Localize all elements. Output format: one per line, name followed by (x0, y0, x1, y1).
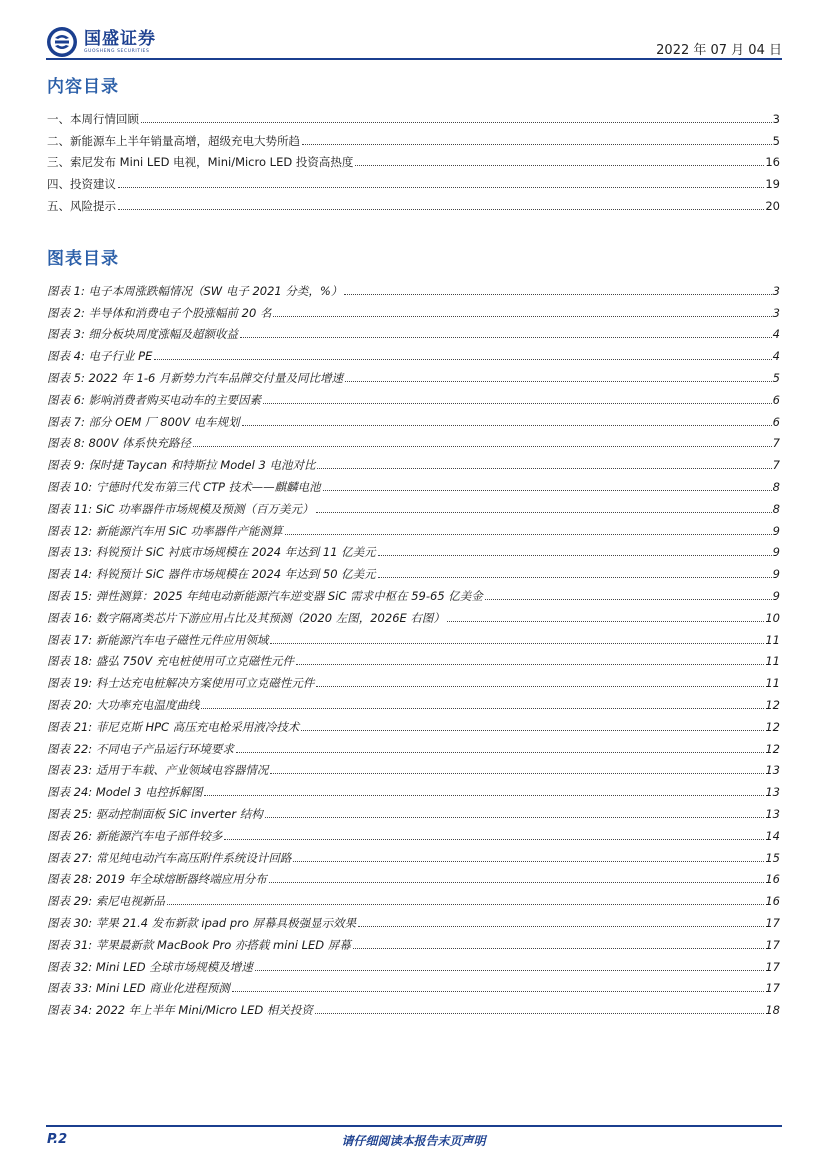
figure-entry-page: 16 (765, 872, 780, 887)
dot-leader (240, 337, 772, 338)
toc-entry-page: 20 (765, 198, 780, 213)
figure-entry-label: 图表 9: 保时捷 Taycan 和特斯拉 Model 3 电池对比 (47, 458, 316, 473)
figure-entry-page: 4 (772, 327, 780, 342)
figure-entry[interactable] (47, 799, 780, 821)
figure-entry-label: 图表 17: 新能源汽车电子磁性元件应用领域 (47, 632, 269, 647)
figure-entry-label: 图表 27: 常见纯电动汽车高压附件系统设计回路 (47, 850, 292, 865)
dot-leader (270, 643, 764, 644)
toc-entry-page: 5 (772, 133, 780, 148)
dot-leader (201, 708, 764, 709)
figure-entry[interactable] (47, 647, 780, 669)
dot-leader (141, 122, 772, 123)
figure-entry-page: 7 (772, 458, 780, 473)
footer-divider (46, 1125, 782, 1127)
figure-entry[interactable] (47, 843, 780, 865)
toc-entry-label: 二、新能源车上半年销量高增，超级充电大势所趋 (47, 133, 300, 148)
dot-leader (355, 165, 764, 166)
figure-entry-page: 12 (765, 741, 780, 756)
figure-entry-label: 图表 31: 苹果最新款 MacBook Pro 亦搭载 mini LED 屏幕 (47, 937, 351, 952)
figure-entry[interactable] (47, 429, 780, 451)
dot-leader (167, 904, 765, 905)
toc-entry-label: 四、投资建议 (47, 177, 116, 192)
figure-entry[interactable] (47, 385, 780, 407)
figure-entry-page: 15 (765, 850, 780, 865)
figure-entry-page: 11 (765, 654, 780, 669)
figure-entry[interactable] (47, 777, 780, 799)
dot-leader (242, 425, 772, 426)
dot-leader (193, 446, 772, 447)
figure-entry[interactable] (47, 930, 780, 952)
figure-entry-page: 4 (772, 349, 780, 364)
figure-entry-label: 图表 20: 大功率充电温度曲线 (47, 697, 200, 712)
figure-entry-label: 图表 11: SiC 功率器件市场规模及预测（百万美元） (47, 501, 314, 516)
figure-entry[interactable] (47, 341, 780, 363)
dot-leader (204, 795, 764, 796)
figure-entry[interactable] (47, 581, 780, 603)
dot-leader (485, 599, 772, 600)
figure-entry-label: 图表 26: 新能源汽车电子部件较多 (47, 828, 223, 843)
figure-entry-label: 图表 19: 科士达充电桩解决方案使用可立克磁性元件 (47, 676, 315, 691)
figure-entry-label: 图表 22: 不同电子产品运行环境要求 (47, 741, 234, 756)
toc-entry[interactable] (47, 148, 780, 170)
figure-entry-page: 3 (772, 283, 780, 298)
dot-leader (296, 664, 764, 665)
dot-leader (270, 773, 764, 774)
figure-entry-label: 图表 12: 新能源汽车用 SiC 功率器件产能测算 (47, 523, 283, 538)
figure-entry-page: 8 (772, 479, 780, 494)
dot-leader (293, 861, 764, 862)
dot-leader (285, 534, 772, 535)
figure-entry-label: 图表 5: 2022 年 1-6 月新势力汽车品牌交付量及同比增速 (47, 370, 344, 385)
figure-entry-label: 图表 25: 驱动控制面板 SiC inverter 结构 (47, 806, 263, 821)
figure-entry-page: 11 (765, 676, 780, 691)
figure-entry[interactable] (47, 756, 780, 778)
figure-entry-page: 9 (772, 523, 780, 538)
figure-entry-label: 图表 1: 电子本周涨跌幅情况（SW 电子 2021 分类，%） (47, 283, 343, 298)
figure-entry-page: 7 (772, 436, 780, 451)
figures-list (47, 276, 780, 1017)
toc-entry-page: 16 (765, 155, 780, 170)
figure-entry-page: 6 (772, 414, 780, 429)
figure-entry-label: 图表 2: 半导体和消费电子个股涨幅前 20 名 (47, 305, 272, 320)
figure-entry-page: 12 (765, 697, 780, 712)
figure-entry-label: 图表 3: 细分板块周度涨幅及超额收益 (47, 327, 239, 342)
toc-entry-label: 三、索尼发布 Mini LED 电视，Mini/Micro LED 投资高热度 (47, 155, 354, 170)
figure-entry-page: 6 (772, 392, 780, 407)
figure-entry[interactable] (47, 407, 780, 429)
disclaimer-note: 请仔细阅读本报告末页声明 (341, 1134, 486, 1148)
dot-leader (323, 490, 772, 491)
toc-entry[interactable] (47, 126, 780, 148)
report-date: 2022 年 07 月 04 日 (656, 43, 782, 58)
toc-entry[interactable] (47, 191, 780, 213)
figure-entry-label: 图表 30: 苹果 21.4 发布新款 ipad pro 屏幕具极强显示效果 (47, 915, 357, 930)
toc-entry[interactable] (47, 169, 780, 191)
dot-leader (236, 752, 765, 753)
figure-entry-label: 图表 13: 科锐预计 SiC 衬底市场规模在 2024 年达到 11 亿美元 (47, 545, 376, 560)
figure-entry[interactable] (47, 734, 780, 756)
dot-leader (302, 144, 772, 145)
dot-leader (255, 970, 765, 971)
dot-leader (317, 468, 771, 469)
figure-entry[interactable] (47, 625, 780, 647)
dot-leader (301, 730, 764, 731)
dot-leader (154, 359, 771, 360)
figures-title: 图表目录 (47, 249, 119, 269)
figure-entry[interactable] (47, 908, 780, 930)
dot-leader (224, 839, 764, 840)
dot-leader (378, 555, 772, 556)
figure-entry-page: 17 (765, 959, 780, 974)
dot-leader (315, 1013, 764, 1014)
toc-entry-label: 一、本周行情回顾 (47, 111, 139, 126)
figure-entry-page: 9 (772, 545, 780, 560)
dot-leader (269, 882, 765, 883)
figure-entry-page: 13 (765, 806, 780, 821)
figure-entry[interactable] (47, 320, 780, 342)
figure-entry-label: 图表 21: 菲尼克斯 HPC 高压充电枪采用液冷技术 (47, 719, 300, 734)
figure-entry-label: 图表 34: 2022 年上半年 Mini/Micro LED 相关投资 (47, 1003, 313, 1018)
dot-leader (316, 512, 772, 513)
toc-entry[interactable] (47, 104, 780, 126)
figure-entry-label: 图表 24: Model 3 电控拆解图 (47, 785, 203, 800)
figure-entry-page: 16 (765, 894, 780, 909)
figure-entry[interactable] (47, 995, 780, 1017)
figure-entry-label: 图表 33: Mini LED 商业化进程预测 (47, 981, 230, 996)
figure-entry[interactable] (47, 952, 780, 974)
figure-entry-label: 图表 4: 电子行业 PE (47, 349, 153, 364)
figure-entry[interactable] (47, 516, 780, 538)
company-name-cn: 国盛证券 (84, 29, 156, 49)
toc-entry-page: 19 (765, 177, 780, 192)
figure-entry-page: 17 (765, 981, 780, 996)
dot-leader (265, 817, 765, 818)
figure-entry[interactable] (47, 712, 780, 734)
figure-entry-page: 5 (772, 370, 780, 385)
dot-leader (344, 294, 771, 295)
figure-entry-page: 18 (765, 1003, 780, 1018)
figure-entry-label: 图表 32: Mini LED 全球市场规模及增速 (47, 959, 253, 974)
dot-leader (353, 948, 765, 949)
figure-entry-label: 图表 29: 索尼电视新品 (47, 894, 165, 909)
figure-entry[interactable] (47, 821, 780, 843)
figure-entry[interactable] (47, 538, 780, 560)
figure-entry-label: 图表 10: 宁德时代发布第三代 CTP 技术——麒麟电池 (47, 479, 321, 494)
header-divider (46, 58, 782, 60)
dot-leader (232, 991, 765, 992)
figure-entry-page: 17 (765, 937, 780, 952)
figure-entry-page: 13 (765, 785, 780, 800)
figure-entry-page: 13 (765, 763, 780, 778)
dot-leader (345, 381, 772, 382)
dot-leader (358, 926, 764, 927)
figure-entry-page: 11 (765, 632, 780, 647)
figure-entry-page: 17 (765, 915, 780, 930)
figure-entry[interactable] (47, 363, 780, 385)
figure-entry-label: 图表 16: 数字隔离类芯片下游应用占比及其预测（2020 左图，2026E 右图） (47, 610, 445, 625)
figure-entry-label: 图表 6: 影响消费者购买电动车的主要因素 (47, 392, 262, 407)
figure-entry-label: 图表 28: 2019 年全球熔断器终端应用分布 (47, 872, 267, 887)
figure-entry-page: 8 (772, 501, 780, 516)
figure-entry-page: 12 (765, 719, 780, 734)
dot-leader (118, 187, 764, 188)
figure-entry-label: 图表 7: 部分 OEM 厂 800V 电车规划 (47, 414, 240, 429)
figure-entry[interactable] (47, 974, 780, 996)
dot-leader (263, 403, 772, 404)
figure-entry[interactable] (47, 559, 780, 581)
figure-entry[interactable] (47, 886, 780, 908)
figure-entry[interactable] (47, 865, 780, 887)
figure-entry-label: 图表 15: 弹性测算：2025 年纯电动新能源汽车逆变器 SiC 需求中枢在 59-65 亿美金 (47, 588, 483, 603)
dot-leader (316, 686, 764, 687)
toc-entry-page: 3 (772, 111, 780, 126)
dot-leader (447, 621, 764, 622)
company-logo (46, 26, 156, 58)
dot-leader (273, 316, 771, 317)
figure-entry-page: 3 (772, 305, 780, 320)
toc-entry-label: 五、风险提示 (47, 198, 116, 213)
figure-entry-page: 9 (772, 588, 780, 603)
dot-leader (118, 209, 764, 210)
figure-entry-label: 图表 8: 800V 体系快充路径 (47, 436, 191, 451)
figure-entry-page: 14 (765, 828, 780, 843)
figure-entry-label: 图表 23: 适用于车载、产业领域电容器情况 (47, 763, 269, 778)
figure-entry[interactable] (47, 276, 780, 298)
figure-entry[interactable] (47, 298, 780, 320)
guosheng-logo-icon (46, 26, 78, 58)
contents-list (47, 104, 780, 213)
figure-entry[interactable] (47, 494, 780, 516)
page-number: P.2 (47, 1132, 68, 1147)
contents-title: 内容目录 (47, 77, 119, 97)
page-header (46, 22, 782, 62)
dot-leader (378, 577, 772, 578)
figure-entry[interactable] (47, 603, 780, 625)
figure-entry[interactable] (47, 472, 780, 494)
figure-entry[interactable] (47, 668, 780, 690)
figure-entry-page: 10 (765, 610, 780, 625)
company-name-en: GUOSHENG SECURITIES (84, 49, 150, 54)
figure-entry-label: 图表 14: 科锐预计 SiC 器件市场规模在 2024 年达到 50 亿美元 (47, 567, 376, 582)
figure-entry-label: 图表 18: 盛弘 750V 充电桩使用可立克磁性元件 (47, 654, 294, 669)
figure-entry-page: 9 (772, 567, 780, 582)
figure-entry[interactable] (47, 450, 780, 472)
figure-entry[interactable] (47, 690, 780, 712)
